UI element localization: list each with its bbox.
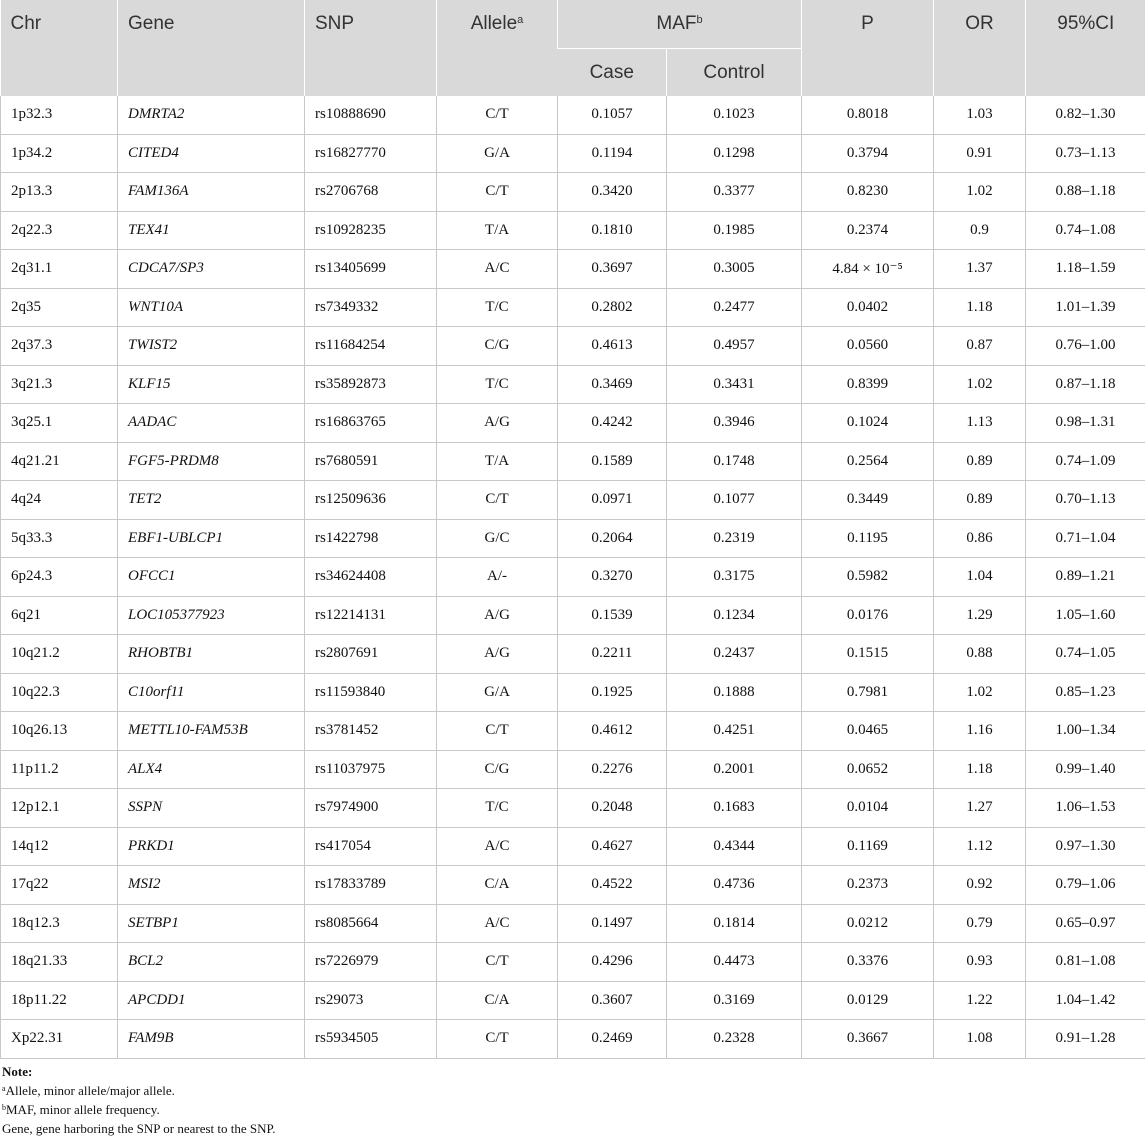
table-row bbox=[1, 981, 1145, 1020]
cell-p: 0.8230 bbox=[802, 173, 934, 212]
table-row bbox=[1, 211, 1145, 250]
cell-chr: 18q21.33 bbox=[1, 943, 118, 982]
cell-gene: FAM9B bbox=[118, 1020, 305, 1059]
cell-gene: CITED4 bbox=[118, 134, 305, 173]
cell-snp: rs29073 bbox=[305, 981, 437, 1020]
cell-allele: T/C bbox=[437, 789, 558, 828]
cell-p: 0.0402 bbox=[802, 288, 934, 327]
cell-ci: 0.91–1.28 bbox=[1026, 1020, 1145, 1059]
cell-snp: rs7974900 bbox=[305, 789, 437, 828]
header-p: P bbox=[802, 0, 934, 96]
cell-or: 1.12 bbox=[934, 827, 1026, 866]
cell-chr: 4q24 bbox=[1, 481, 118, 520]
cell-snp: rs16827770 bbox=[305, 134, 437, 173]
cell-ci: 0.87–1.18 bbox=[1026, 365, 1145, 404]
cell-allele: C/G bbox=[437, 750, 558, 789]
cell-maf-control: 0.2437 bbox=[667, 635, 802, 674]
cell-maf-control: 0.3946 bbox=[667, 404, 802, 443]
cell-p: 0.1169 bbox=[802, 827, 934, 866]
cell-maf-control: 0.3175 bbox=[667, 558, 802, 597]
cell-chr: 2q37.3 bbox=[1, 327, 118, 366]
cell-or: 1.27 bbox=[934, 789, 1026, 828]
table-row bbox=[1, 750, 1145, 789]
cell-chr: 6q21 bbox=[1, 596, 118, 635]
cell-allele: T/A bbox=[437, 211, 558, 250]
cell-p: 0.0104 bbox=[802, 789, 934, 828]
cell-chr: 10q22.3 bbox=[1, 673, 118, 712]
cell-maf-case: 0.0971 bbox=[558, 481, 667, 520]
cell-allele: C/T bbox=[437, 712, 558, 751]
table-row bbox=[1, 596, 1145, 635]
header-maf-label: MAF bbox=[656, 13, 697, 34]
table-row bbox=[1, 96, 1145, 134]
cell-gene: DMRTA2 bbox=[118, 96, 305, 134]
cell-allele: C/A bbox=[437, 981, 558, 1020]
cell-or: 0.93 bbox=[934, 943, 1026, 982]
cell-chr: 3q21.3 bbox=[1, 365, 118, 404]
cell-gene: BCL2 bbox=[118, 943, 305, 982]
cell-snp: rs2807691 bbox=[305, 635, 437, 674]
header-case: Case bbox=[558, 49, 667, 97]
cell-ci: 0.76–1.00 bbox=[1026, 327, 1145, 366]
cell-gene: TEX41 bbox=[118, 211, 305, 250]
cell-chr: 2q35 bbox=[1, 288, 118, 327]
cell-gene: MSI2 bbox=[118, 866, 305, 905]
cell-allele: T/C bbox=[437, 288, 558, 327]
cell-snp: rs16863765 bbox=[305, 404, 437, 443]
cell-maf-case: 0.4242 bbox=[558, 404, 667, 443]
cell-p: 0.2373 bbox=[802, 866, 934, 905]
table-row bbox=[1, 404, 1145, 443]
cell-gene: METTL10-FAM53B bbox=[118, 712, 305, 751]
cell-gene: RHOBTB1 bbox=[118, 635, 305, 674]
cell-or: 1.18 bbox=[934, 288, 1026, 327]
cell-ci: 1.05–1.60 bbox=[1026, 596, 1145, 635]
cell-ci: 0.74–1.08 bbox=[1026, 211, 1145, 250]
header-or: OR bbox=[934, 0, 1026, 96]
cell-chr: 1p32.3 bbox=[1, 96, 118, 134]
cell-snp: rs10888690 bbox=[305, 96, 437, 134]
cell-p: 0.2564 bbox=[802, 442, 934, 481]
cell-maf-case: 0.3469 bbox=[558, 365, 667, 404]
cell-ci: 1.00–1.34 bbox=[1026, 712, 1145, 751]
cell-snp: rs12509636 bbox=[305, 481, 437, 520]
cell-chr: Xp22.31 bbox=[1, 1020, 118, 1059]
cell-gene: LOC105377923 bbox=[118, 596, 305, 635]
cell-allele: A/C bbox=[437, 827, 558, 866]
cell-maf-case: 0.2469 bbox=[558, 1020, 667, 1059]
cell-maf-case: 0.2211 bbox=[558, 635, 667, 674]
cell-maf-case: 0.2276 bbox=[558, 750, 667, 789]
cell-maf-case: 0.3420 bbox=[558, 173, 667, 212]
cell-allele: A/C bbox=[437, 250, 558, 289]
cell-chr: 5q33.3 bbox=[1, 519, 118, 558]
cell-snp: rs7226979 bbox=[305, 943, 437, 982]
cell-or: 1.02 bbox=[934, 365, 1026, 404]
cell-allele: G/A bbox=[437, 134, 558, 173]
cell-allele: A/G bbox=[437, 635, 558, 674]
cell-maf-control: 0.1748 bbox=[667, 442, 802, 481]
cell-chr: 2p13.3 bbox=[1, 173, 118, 212]
cell-maf-case: 0.1057 bbox=[558, 96, 667, 134]
cell-chr: 2q31.1 bbox=[1, 250, 118, 289]
notes-heading: Note: bbox=[2, 1064, 33, 1079]
cell-allele: A/- bbox=[437, 558, 558, 597]
cell-ci: 1.06–1.53 bbox=[1026, 789, 1145, 828]
cell-p: 0.3667 bbox=[802, 1020, 934, 1059]
cell-maf-case: 0.1925 bbox=[558, 673, 667, 712]
cell-allele: T/C bbox=[437, 365, 558, 404]
cell-gene: SSPN bbox=[118, 789, 305, 828]
header-control: Control bbox=[667, 49, 802, 97]
cell-snp: rs12214131 bbox=[305, 596, 437, 635]
table-row bbox=[1, 635, 1145, 674]
cell-snp: rs11037975 bbox=[305, 750, 437, 789]
cell-chr: 18p11.22 bbox=[1, 981, 118, 1020]
cell-maf-case: 0.4613 bbox=[558, 327, 667, 366]
table-row bbox=[1, 481, 1145, 520]
table-row bbox=[1, 134, 1145, 173]
cell-ci: 0.88–1.18 bbox=[1026, 173, 1145, 212]
cell-or: 1.13 bbox=[934, 404, 1026, 443]
cell-allele: C/G bbox=[437, 327, 558, 366]
cell-or: 1.03 bbox=[934, 96, 1026, 134]
cell-allele: C/T bbox=[437, 1020, 558, 1059]
cell-ci: 0.71–1.04 bbox=[1026, 519, 1145, 558]
table-row bbox=[1, 519, 1145, 558]
cell-ci: 0.73–1.13 bbox=[1026, 134, 1145, 173]
cell-maf-control: 0.2319 bbox=[667, 519, 802, 558]
cell-chr: 3q25.1 bbox=[1, 404, 118, 443]
cell-gene: APCDD1 bbox=[118, 981, 305, 1020]
cell-or: 1.08 bbox=[934, 1020, 1026, 1059]
cell-gene: SETBP1 bbox=[118, 904, 305, 943]
note-allele bbox=[0, 1081, 1145, 1100]
header-snp: SNP bbox=[305, 0, 437, 96]
note-allele-text: Allele, minor allele/major allele. bbox=[5, 1083, 175, 1098]
cell-gene: WNT10A bbox=[118, 288, 305, 327]
cell-or: 0.89 bbox=[934, 481, 1026, 520]
cell-allele: C/T bbox=[437, 96, 558, 134]
cell-maf-case: 0.1810 bbox=[558, 211, 667, 250]
cell-snp: rs5934505 bbox=[305, 1020, 437, 1059]
cell-snp: rs3781452 bbox=[305, 712, 437, 751]
cell-allele: T/A bbox=[437, 442, 558, 481]
cell-maf-control: 0.1234 bbox=[667, 596, 802, 635]
cell-ci: 1.01–1.39 bbox=[1026, 288, 1145, 327]
cell-ci: 0.74–1.09 bbox=[1026, 442, 1145, 481]
cell-p: 0.5982 bbox=[802, 558, 934, 597]
note-allele-mark: a bbox=[2, 1084, 6, 1093]
table-row bbox=[1, 866, 1145, 905]
cell-ci: 0.89–1.21 bbox=[1026, 558, 1145, 597]
cell-maf-control: 0.4344 bbox=[667, 827, 802, 866]
cell-ci: 0.85–1.23 bbox=[1026, 673, 1145, 712]
header-allele bbox=[437, 0, 558, 96]
cell-allele: G/C bbox=[437, 519, 558, 558]
cell-gene: FGF5-PRDM8 bbox=[118, 442, 305, 481]
cell-chr: 2q22.3 bbox=[1, 211, 118, 250]
cell-or: 0.88 bbox=[934, 635, 1026, 674]
cell-p: 0.8399 bbox=[802, 365, 934, 404]
cell-p: 0.2374 bbox=[802, 211, 934, 250]
cell-ci: 0.82–1.30 bbox=[1026, 96, 1145, 134]
cell-chr: 14q12 bbox=[1, 827, 118, 866]
cell-allele: C/A bbox=[437, 866, 558, 905]
cell-or: 0.79 bbox=[934, 904, 1026, 943]
cell-allele: C/T bbox=[437, 173, 558, 212]
cell-chr: 4q21.21 bbox=[1, 442, 118, 481]
cell-snp: rs35892873 bbox=[305, 365, 437, 404]
cell-gene: AADAC bbox=[118, 404, 305, 443]
cell-or: 1.16 bbox=[934, 712, 1026, 751]
cell-ci: 0.79–1.06 bbox=[1026, 866, 1145, 905]
cell-maf-control: 0.1077 bbox=[667, 481, 802, 520]
table-body bbox=[1, 96, 1145, 1058]
cell-chr: 17q22 bbox=[1, 866, 118, 905]
cell-chr: 12p12.1 bbox=[1, 789, 118, 828]
cell-ci: 0.70–1.13 bbox=[1026, 481, 1145, 520]
table-row bbox=[1, 789, 1145, 828]
cell-maf-case: 0.3697 bbox=[558, 250, 667, 289]
table-row bbox=[1, 442, 1145, 481]
cell-snp: rs1422798 bbox=[305, 519, 437, 558]
cell-or: 0.9 bbox=[934, 211, 1026, 250]
cell-p: 0.3376 bbox=[802, 943, 934, 982]
cell-maf-case: 0.4627 bbox=[558, 827, 667, 866]
cell-maf-control: 0.3377 bbox=[667, 173, 802, 212]
cell-ci: 0.97–1.30 bbox=[1026, 827, 1145, 866]
header-chr: Chr bbox=[1, 0, 118, 96]
cell-snp: rs17833789 bbox=[305, 866, 437, 905]
cell-or: 0.87 bbox=[934, 327, 1026, 366]
cell-maf-control: 0.2001 bbox=[667, 750, 802, 789]
cell-allele: A/C bbox=[437, 904, 558, 943]
cell-maf-case: 0.1539 bbox=[558, 596, 667, 635]
cell-maf-case: 0.1589 bbox=[558, 442, 667, 481]
cell-snp: rs13405699 bbox=[305, 250, 437, 289]
cell-maf-control: 0.1814 bbox=[667, 904, 802, 943]
note-gene: Gene, gene harboring the SNP or nearest to the SNP. bbox=[2, 1121, 276, 1136]
cell-snp: rs10928235 bbox=[305, 211, 437, 250]
cell-snp: rs11684254 bbox=[305, 327, 437, 366]
cell-maf-case: 0.4296 bbox=[558, 943, 667, 982]
cell-gene: KLF15 bbox=[118, 365, 305, 404]
cell-ci: 1.18–1.59 bbox=[1026, 250, 1145, 289]
note-maf-text: MAF, minor allele frequency. bbox=[6, 1102, 160, 1117]
cell-maf-control: 0.3169 bbox=[667, 981, 802, 1020]
cell-p: 0.1515 bbox=[802, 635, 934, 674]
cell-chr: 10q26.13 bbox=[1, 712, 118, 751]
cell-allele: A/G bbox=[437, 404, 558, 443]
cell-maf-control: 0.4736 bbox=[667, 866, 802, 905]
note-maf bbox=[0, 1100, 1145, 1119]
cell-ci: 0.65–0.97 bbox=[1026, 904, 1145, 943]
cell-maf-case: 0.3270 bbox=[558, 558, 667, 597]
cell-or: 1.18 bbox=[934, 750, 1026, 789]
cell-p: 0.0212 bbox=[802, 904, 934, 943]
cell-p: 0.3794 bbox=[802, 134, 934, 173]
cell-gene: TET2 bbox=[118, 481, 305, 520]
cell-maf-control: 0.4957 bbox=[667, 327, 802, 366]
cell-p: 0.8018 bbox=[802, 96, 934, 134]
table-row bbox=[1, 904, 1145, 943]
cell-allele: G/A bbox=[437, 673, 558, 712]
cell-p: 0.0129 bbox=[802, 981, 934, 1020]
cell-allele: C/T bbox=[437, 943, 558, 982]
cell-snp: rs7680591 bbox=[305, 442, 437, 481]
cell-gene: OFCC1 bbox=[118, 558, 305, 597]
cell-maf-case: 0.2048 bbox=[558, 789, 667, 828]
cell-ci: 0.98–1.31 bbox=[1026, 404, 1145, 443]
cell-maf-control: 0.1298 bbox=[667, 134, 802, 173]
cell-p: 0.0560 bbox=[802, 327, 934, 366]
table-row bbox=[1, 712, 1145, 751]
cell-maf-case: 0.3607 bbox=[558, 981, 667, 1020]
header-maf bbox=[558, 0, 802, 49]
table-row bbox=[1, 673, 1145, 712]
cell-p: 4.84 × 10⁻⁵ bbox=[802, 250, 934, 289]
table-row bbox=[1, 365, 1145, 404]
cell-ci: 1.04–1.42 bbox=[1026, 981, 1145, 1020]
table-row bbox=[1, 327, 1145, 366]
cell-or: 0.89 bbox=[934, 442, 1026, 481]
cell-maf-control: 0.3431 bbox=[667, 365, 802, 404]
cell-maf-case: 0.2802 bbox=[558, 288, 667, 327]
cell-or: 1.04 bbox=[934, 558, 1026, 597]
table-row bbox=[1, 827, 1145, 866]
cell-chr: 6p24.3 bbox=[1, 558, 118, 597]
cell-chr: 10q21.2 bbox=[1, 635, 118, 674]
cell-maf-control: 0.1683 bbox=[667, 789, 802, 828]
cell-maf-case: 0.4612 bbox=[558, 712, 667, 751]
cell-or: 1.29 bbox=[934, 596, 1026, 635]
table-row bbox=[1, 943, 1145, 982]
table-row bbox=[1, 288, 1145, 327]
cell-snp: rs7349332 bbox=[305, 288, 437, 327]
cell-p: 0.0465 bbox=[802, 712, 934, 751]
cell-or: 1.02 bbox=[934, 173, 1026, 212]
cell-maf-case: 0.1194 bbox=[558, 134, 667, 173]
cell-maf-control: 0.1023 bbox=[667, 96, 802, 134]
cell-maf-control: 0.3005 bbox=[667, 250, 802, 289]
cell-gene: C10orf11 bbox=[118, 673, 305, 712]
cell-p: 0.0176 bbox=[802, 596, 934, 635]
cell-maf-control: 0.4473 bbox=[667, 943, 802, 982]
cell-chr: 1p34.2 bbox=[1, 134, 118, 173]
cell-or: 0.92 bbox=[934, 866, 1026, 905]
cell-chr: 18q12.3 bbox=[1, 904, 118, 943]
cell-maf-control: 0.4251 bbox=[667, 712, 802, 751]
cell-maf-case: 0.1497 bbox=[558, 904, 667, 943]
header-gene: Gene bbox=[118, 0, 305, 96]
cell-p: 0.7981 bbox=[802, 673, 934, 712]
cell-or: 0.86 bbox=[934, 519, 1026, 558]
cell-gene: ALX4 bbox=[118, 750, 305, 789]
cell-or: 1.37 bbox=[934, 250, 1026, 289]
cell-p: 0.3449 bbox=[802, 481, 934, 520]
header-ci: 95%CI bbox=[1026, 0, 1145, 96]
cell-gene: PRKD1 bbox=[118, 827, 305, 866]
cell-or: 1.22 bbox=[934, 981, 1026, 1020]
cell-snp: rs34624408 bbox=[305, 558, 437, 597]
cell-snp: rs417054 bbox=[305, 827, 437, 866]
cell-allele: C/T bbox=[437, 481, 558, 520]
cell-or: 1.02 bbox=[934, 673, 1026, 712]
cell-gene: EBF1-UBLCP1 bbox=[118, 519, 305, 558]
cell-snp: rs2706768 bbox=[305, 173, 437, 212]
header-allele-label: Allele bbox=[470, 13, 518, 34]
cell-p: 0.0652 bbox=[802, 750, 934, 789]
cell-p: 0.1024 bbox=[802, 404, 934, 443]
cell-maf-control: 0.2477 bbox=[667, 288, 802, 327]
cell-gene: CDCA7/SP3 bbox=[118, 250, 305, 289]
header-allele-footnote-mark: a bbox=[517, 14, 524, 26]
cell-snp: rs8085664 bbox=[305, 904, 437, 943]
header-maf-footnote-mark: b bbox=[696, 14, 703, 26]
cell-or: 0.91 bbox=[934, 134, 1026, 173]
cell-maf-control: 0.1985 bbox=[667, 211, 802, 250]
cell-gene: TWIST2 bbox=[118, 327, 305, 366]
cell-allele: A/G bbox=[437, 596, 558, 635]
table-row bbox=[1, 558, 1145, 597]
cell-maf-case: 0.4522 bbox=[558, 866, 667, 905]
table-row bbox=[1, 250, 1145, 289]
cell-ci: 0.74–1.05 bbox=[1026, 635, 1145, 674]
table-notes bbox=[0, 1062, 1145, 1138]
note-maf-mark: b bbox=[2, 1103, 6, 1112]
cell-ci: 0.81–1.08 bbox=[1026, 943, 1145, 982]
table-row bbox=[1, 1020, 1145, 1059]
cell-chr: 11p11.2 bbox=[1, 750, 118, 789]
cell-ci: 0.99–1.40 bbox=[1026, 750, 1145, 789]
table-row bbox=[1, 173, 1145, 212]
cell-maf-control: 0.1888 bbox=[667, 673, 802, 712]
cell-gene: FAM136A bbox=[118, 173, 305, 212]
cell-maf-case: 0.2064 bbox=[558, 519, 667, 558]
cell-p: 0.1195 bbox=[802, 519, 934, 558]
cell-maf-control: 0.2328 bbox=[667, 1020, 802, 1059]
cell-snp: rs11593840 bbox=[305, 673, 437, 712]
